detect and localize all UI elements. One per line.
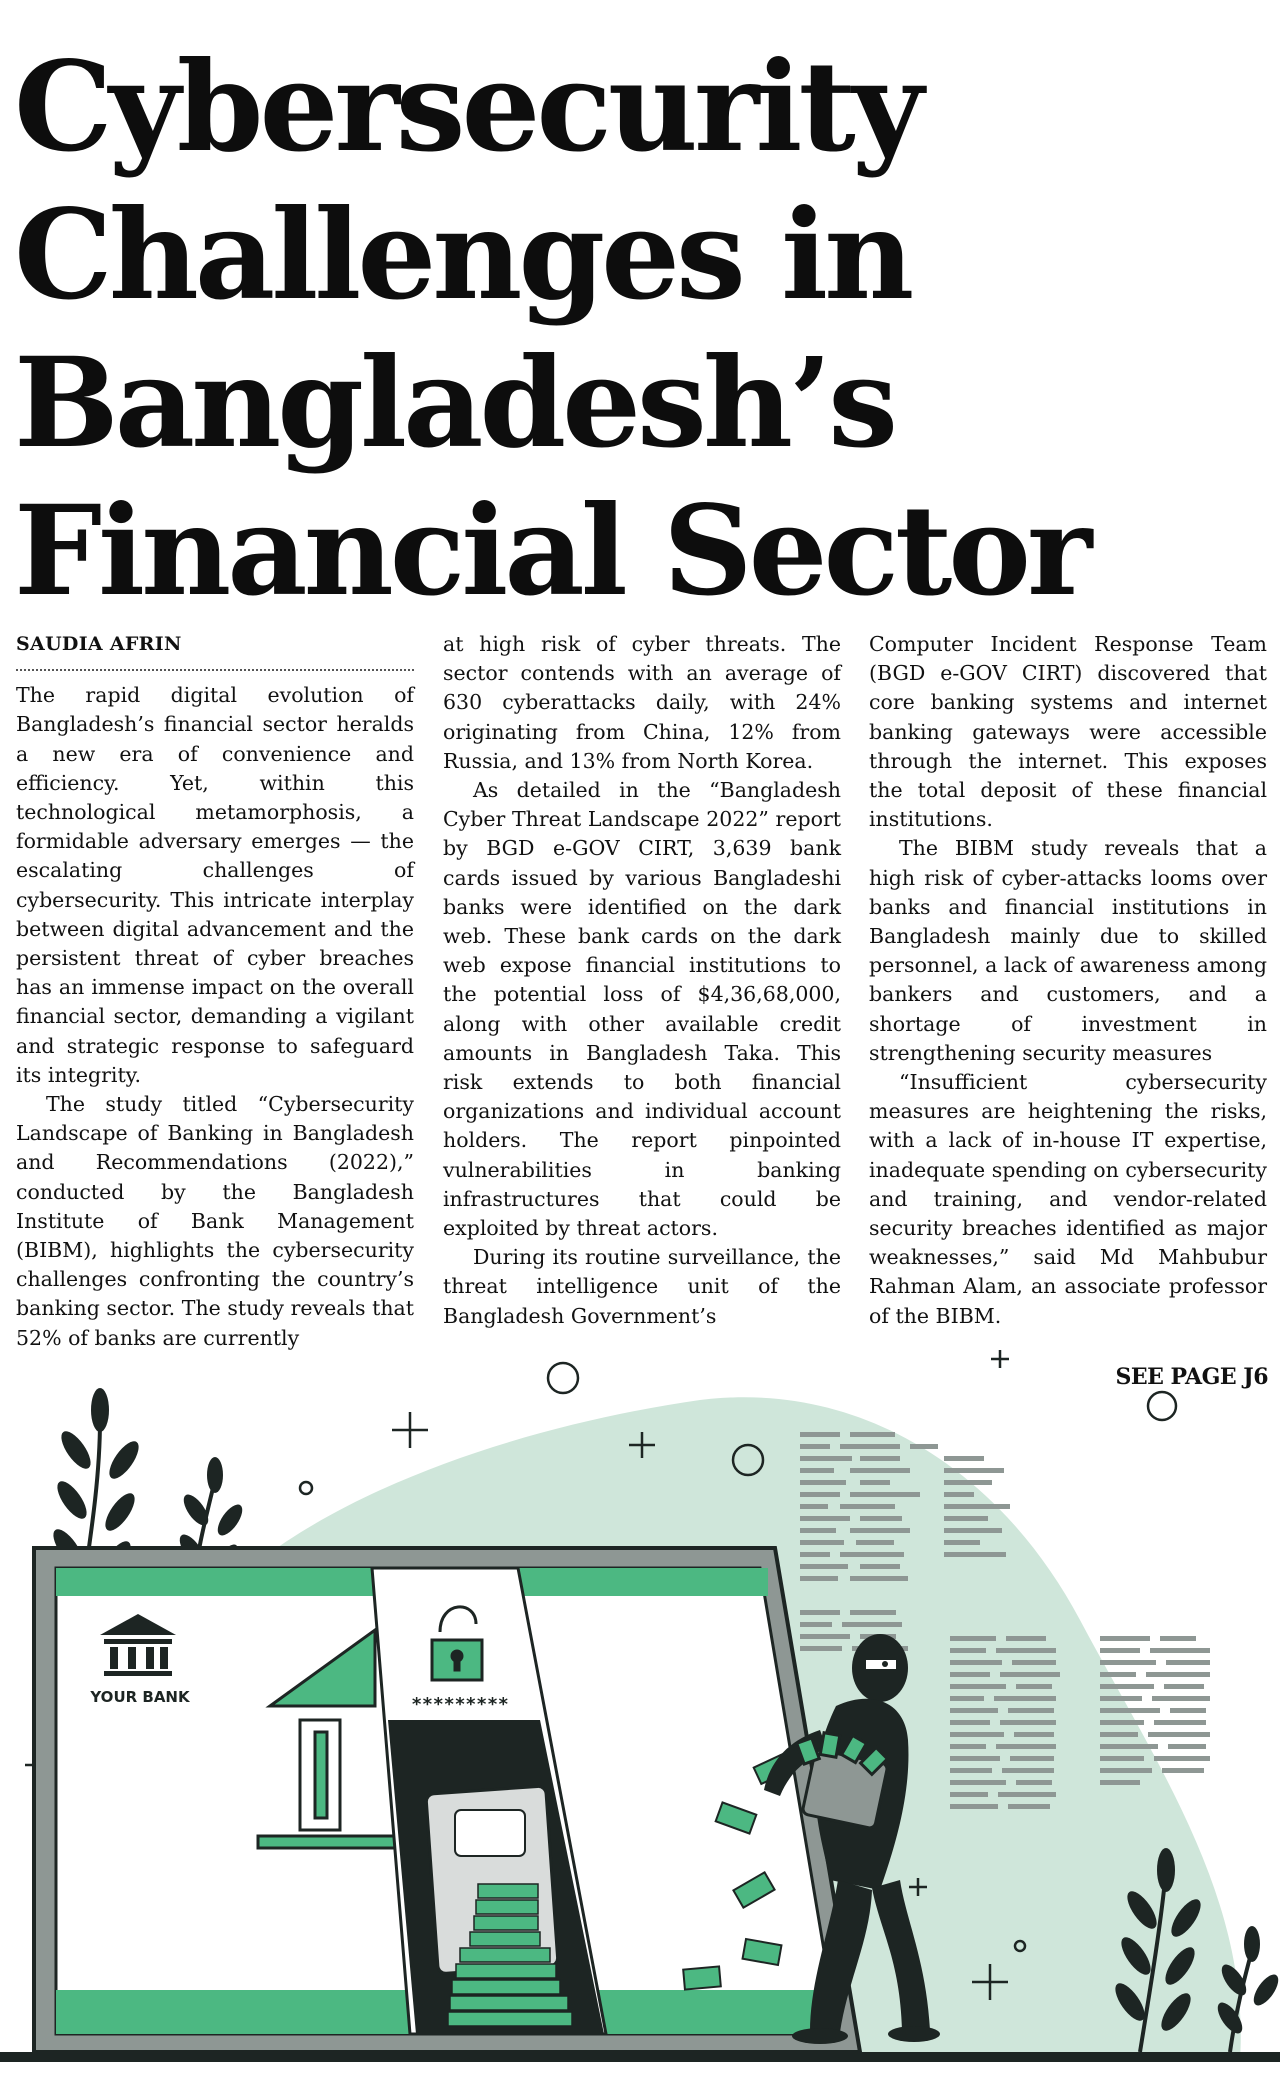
article-column-1 xyxy=(16,630,414,1353)
article-column-2 xyxy=(443,630,841,1331)
paragraph: Computer Incident Response Team (BGD e-GOV CIRT) discovered that core banking systems and internet banking gateways were accessible through the internet. This exposes the total deposit of these financial institutions. xyxy=(869,632,1267,832)
cyber-theft-illustration xyxy=(0,1340,1280,2073)
paragraph: at high risk of cyber threats. The sector contends with an average of 630 cyberattacks daily, with 24% originating from China, 12% from Russia, and 13% from North Korea. xyxy=(443,632,841,773)
bank-label: YOUR BANK xyxy=(90,1688,190,1706)
password-mask: ********* xyxy=(411,1694,509,1715)
paragraph: The BIBM study reveals that a high risk of cyber-attacks looms over banks and financial institutions in Bangladesh mainly due to skilled personnel, a lack of awareness among bankers and customers, and a shortage of investment in strengthening security measures xyxy=(869,836,1267,1065)
paragraph: The rapid digital evolution of Bangladesh’s financial sector heralds a new era of convenience and efficiency. Yet, within this technological metamorphosis, a formidable adversary emerges — the escalating challenges of cybersecurity. This intricate interplay between digital advancement and the persistent threat of cyber breaches has an immense impact on the overall financial sector, demanding a vigilant and strategic response to safeguard its integrity. xyxy=(16,683,414,1087)
paragraph: As detailed in the “Bangladesh Cyber Threat Landscape 2022” report by BGD e-GOV CIRT, 3,639 bank cards issued by various Bangladeshi banks were identified on the dark web. These bank cards on the dark web expose financial institutions to the potential loss of $4,36,68,000, along with other available credit amounts in Bangladesh Taka. This risk extends to both financial organizations and individual account holders. The report pinpointed vulnerabilities in banking infrastructures that could be exploited by threat actors. xyxy=(443,778,841,1241)
article-column-3 xyxy=(869,630,1267,1331)
paragraph: The study titled “Cybersecurity Landscape of Banking in Bangladesh and Recommendations (2022),” conducted by the Bangladesh Institute of Bank Management (BIBM), highlights the cybersecurity challenges confronting the country’s banking sector. The study reveals that 52% of banks are currently xyxy=(16,1092,414,1350)
see-page-link[interactable]: SEE PAGE J6 xyxy=(1115,1364,1268,1390)
paragraph: “Insufficient cybersecurity measures are heightening the risks, with a lack of in-house IT expertise, inadequate spending on cybersecurity and training, and vendor-related security breaches identified as major weaknesses,” said Md Mahbubur Rahman Alam, an associate professor of the BIBM. xyxy=(869,1070,1267,1328)
headline: Cybersecurity Challenges in Bangladesh’s Financial Sector xyxy=(14,35,1089,624)
paragraph: During its routine surveillance, the threat intelligence unit of the Bangladesh Government’s xyxy=(443,1245,841,1328)
byline: SAUDIA AFRIN xyxy=(16,630,414,671)
